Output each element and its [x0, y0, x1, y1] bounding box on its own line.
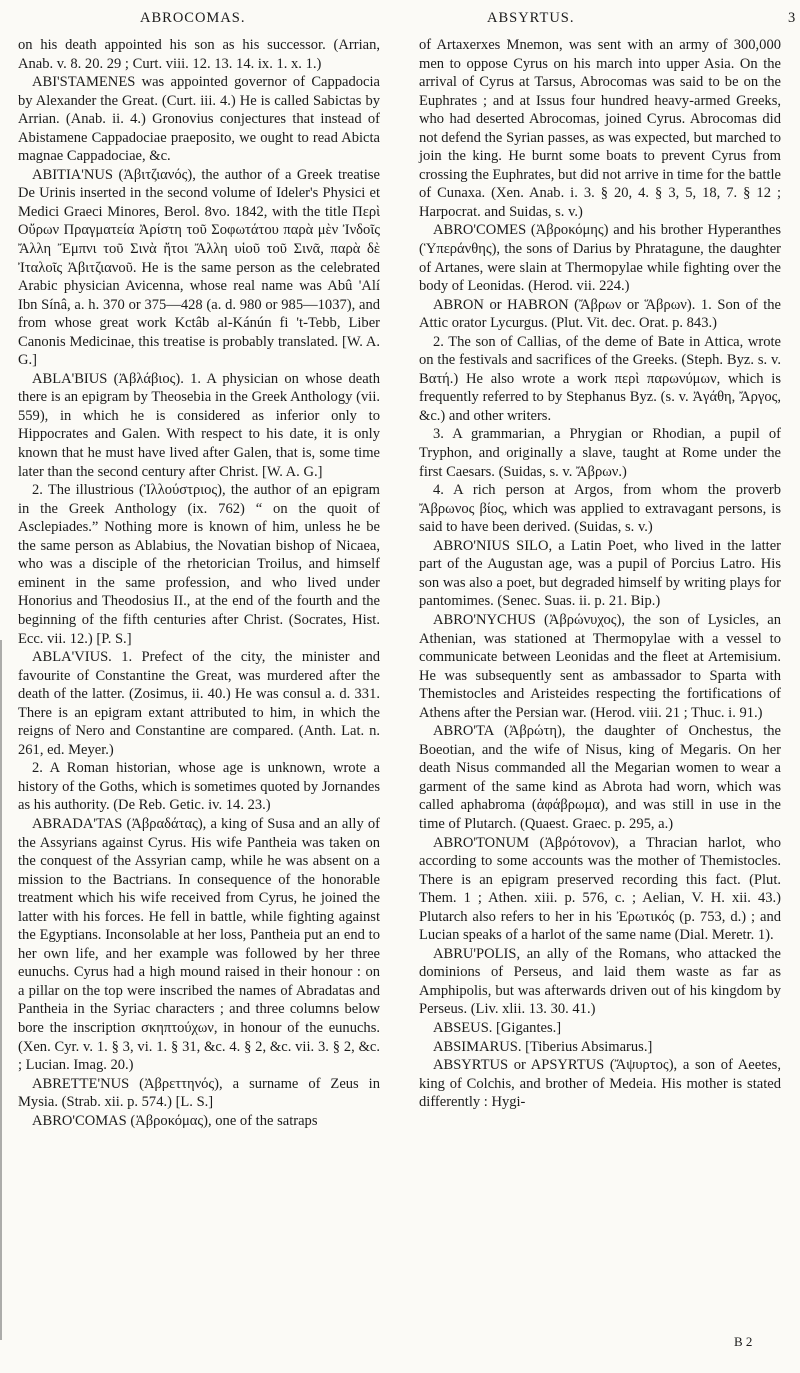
- entry-paragraph: ABRETTE'NUS (Ἀβρεττηνός), a surname of Zeus in Mysia. (Strab. xii. p. 574.) [L. S.]: [18, 1075, 380, 1111]
- entry-paragraph: ABRO'NYCHUS (Ἀβρώνυχος), the son of Lysicles, an Athenian, was stationed at Thermopylae with a vessel to communicate between Leonidas and the fleet at Artemisium. He was subsequently sent as ambassador to Sparta with Themistocles and Aristeides respecting the fortifications of Athens after the Persian war. (Herod. viii. 21 ; Thuc. i. 91.): [419, 611, 781, 721]
- entry-paragraph: ABRU'POLIS, an ally of the Romans, who attacked the dominions of Perseus, and laid them waste as far as Amphipolis, but was afterwards driven out of his kingdom by Perseus. (Liv. xlii. 13. 30. 41.): [419, 945, 781, 1018]
- entry-paragraph: ABITIA'NUS (Ἀβιτζιανός), the author of a Greek treatise De Urinis inserted in the second volume of Ideler's Physici et Medici Graeci Minores, Berol. 8vo. 1842, with the title Περὶ Οὔρων Πραγματεία Ἀρίστη τοῦ Σοφωτάτου παρὰ μὲν Ἰνδοῖς Ἄλλη Ἔμπνι τοῦ Σινὰ ἤτοι Ἄλλη υἱοῦ τοῦ Σινᾶ, παρὰ δὲ Ἰταλοῖς Ἀβιτζιανοῦ. He is the same person as the celebrated Arabic physician Avicenna, whose real name was Abû 'Alí Ibn Sínâ, a. h. 370 or 375—428 (a. d. 980 or 985—1037), and from whose great work Kctâb al-Kánún fi 't-Tebb, Liber Canonis Medicinae, this treatise is probably translated. [W. A. G.]: [18, 166, 380, 369]
- entry-paragraph: ABLA'BIUS (Ἀβλάβιος). 1. A physician on whose death there is an epigram by Theosebia in the Greek Anthology (vii. 559), in which he is considered as inferior only to Hippocrates and Galen. With respect to his date, it is only known that he must have lived after Galen, that is, some time later than the second century after Christ. [W. A. G.]: [18, 370, 380, 480]
- entry-paragraph: ABRO'COMAS (Ἀβροκόμας), one of the satraps: [32, 1112, 318, 1129]
- entry-paragraph: 4. A rich person at Argos, from whom the proverb Ἄβρωνος βίος, which was applied to extravagant persons, is said to have been derived. (Suidas, s. v.): [419, 482, 781, 536]
- entry-paragraph: ABRON or HABRON (Ἄβρων or Ἅβρων). 1. Son of the Attic orator Lycurgus. (Plut. Vit. dec. Orat. p. 843.): [419, 296, 781, 332]
- entry-paragraph: ABRO'COMES (Ἀβροκόμης) and his brother Hyperanthes (Ὑπεράνθης), the sons of Darius by Phratagune, the daughter of Artanes, were slain at Thermopylae while fighting over the body of Leonidas. (Herod. vii. 224.): [419, 222, 781, 295]
- entry-paragraph: ABRO'TA (Ἀβρώτη), the daughter of Onchestus, the Boeotian, and the wife of Nisus, king of Megaris. On her death Nisus commanded all the Megarian women to wear a garment of the same kind as Abrota had worn, which was called aphabroma (ἀφάβρωμα), and was still in use in the time of Plutarch. (Quaest. Graec. p. 295, a.): [419, 723, 781, 832]
- entry-paragraph: 2. A Roman historian, whose age is unknown, wrote a history of the Goths, which is sometimes quoted by Jornandes as his authority. (De Reb. Getic. iv. 14. 23.): [18, 760, 380, 814]
- entry-paragraph: 3. A grammarian, a Phrygian or Rhodian, a pupil of Tryphon, and originally a slave, taught at Rome under the first Caesars. (Suidas, s. v. Ἄβρων.): [419, 426, 781, 480]
- left-column: [18, 36, 380, 1130]
- entry-paragraph: ABSIMARUS. [Tiberius Absimarus.]: [433, 1038, 653, 1055]
- entry-paragraph: ABRO'NIUS SILO, a Latin Poet, who lived in the latter part of the Augustan age, was a pupil of Porcius Latro. His son was also a poet, but degraded himself by writing plays for pantomimes. (Senec. Suas. ii. p. 21. Bip.): [419, 537, 781, 610]
- page-edge-shadow: [0, 640, 12, 1340]
- running-header: [0, 8, 800, 32]
- right-column: [419, 36, 781, 1112]
- entry-paragraph: of Artaxerxes Mnemon, was sent with an army of 300,000 men to oppose Cyrus on his march into upper Asia. On the arrival of Cyrus at Tarsus, Abrocomas was said to be on the Euphrates ; and at Issus four hundred heavy-armed Greeks, who had deserted Abrocomas, joined Cyrus. Abrocomas did not defend the Syrian passes, as was expected, but marched to join the king. He burnt some boats to prevent Cyrus from crossing the Euphrates, but did not arrive in time for the battle of Cunaxa. (Xen. Anab. i. 3. § 20, 4. § 3, 5, 18, 7. § 12 ; Harpocrat. and Suidas, s. v.): [419, 37, 781, 220]
- signature-mark: B 2: [734, 1334, 753, 1349]
- entry-paragraph: ABRADA'TAS (Ἀβραδάτας), a king of Susa and an ally of the Assyrians against Cyrus. His wife Pantheia was taken on the conquest of the Assyrian camp, while he was absent on a mission to the Bactrians. In consequence of the honorable treatment which his wife received from Cyrus, he joined the latter with his forces. He fell in battle, while fighting against the Egyptians. Inconsolable at her loss, Pantheia put an end to her own life, and her example was followed by her three eunuchs. Cyrus had a high mound raised in their honour : on a pillar on the top were inscribed the names of Abradatas and Pantheia in the Syriac characters ; and three columns below bore the inscription σκηπτούχων, in honour of the eunuchs. (Xen. Cyr. v. 1. § 3, vi. 1. § 31, &c. 4. § 2, &c. vii. 3. § 2, &c. ; Lucian. Imag. 20.): [18, 815, 380, 1074]
- entry-paragraph: ABRO'TONUM (Ἀβρότονον), a Thracian harlot, who according to some accounts was the mother of Themistocles. There is an epigram preserved recording this fact. (Plut. Them. 1 ; Athen. xiii. p. 576, c. ; Aelian, V. H. xii. 43.) Plutarch also refers to her in his Ἐρωτικός (p. 753, d.) ; and Lucian speaks of a harlot of the same name (Dial. Meretr. 1).: [419, 834, 781, 944]
- page-number: 3: [788, 10, 797, 26]
- entry-paragraph: 2. The illustrious (Ἰλλούστριος), the author of an epigram in the Greek Anthology (ix. 762) “ on the quoit of Asclepiades.” Nothing more is known of him, unless he be the same person as Ablabius, the Novatian bishop of Nicaea, who was a disciple of the rhetorician Troilus, and himself eminent in the same profession, and who lived under Honorius and Theodosius II., at the end of the fourth and the beginning of the fifth centuries after Christ. (Socrates, Hist. Ecc. vii. 12.) [P. S.]: [18, 482, 380, 647]
- entry-paragraph: ABI'STAMENES was appointed governor of Cappadocia by Alexander the Great. (Curt. iii. 4.) He is called Sabictas by Arrian. (Anab. ii. 4.) Gronovius conjectures that instead of Abistamene Cappadociae praeposito, we ought to read Abicta magnae Cappadociae, &c.: [18, 74, 380, 165]
- entry-paragraph: ABSYRTUS or APSYRTUS (Ἄψυρτος), a son of Aeetes, king of Colchis, and brother of Medeia. His mother is stated differently : Hygi-: [419, 1057, 781, 1111]
- header-center-title: ABSYRTUS.: [487, 10, 575, 26]
- entry-paragraph: on his death appointed his son as his successor. (Arrian, Anab. v. 8. 20. 29 ; Curt. viii. 12. 13. 14. ix. 1. x. 1.): [18, 37, 380, 72]
- entry-paragraph: ABSEUS. [Gigantes.]: [433, 1019, 562, 1036]
- entry-paragraph: ABLA'VIUS. 1. Prefect of the city, the minister and favourite of Constantine the Great, was murdered after the death of the latter. (Zosimus, ii. 40.) He was consul a. d. 331. There is an epigram extant attributed to him, in which the reigns of Nero and Constantine are compared. (Anth. Lat. n. 261, ed. Meyer.): [18, 649, 380, 758]
- entry-paragraph: 2. The son of Callias, of the deme of Bate in Attica, wrote on the festivals and sacrifices of the Greeks. (Steph. Byz. s. v. Βατή.) He also wrote a work περὶ παρωνύμων, which is frequently referred to by Stephanus Byz. (s. v. Ἀγάθη, Ἄργος, &c.) and other writers.: [419, 333, 781, 424]
- header-left-title: ABROCOMAS.: [140, 10, 246, 26]
